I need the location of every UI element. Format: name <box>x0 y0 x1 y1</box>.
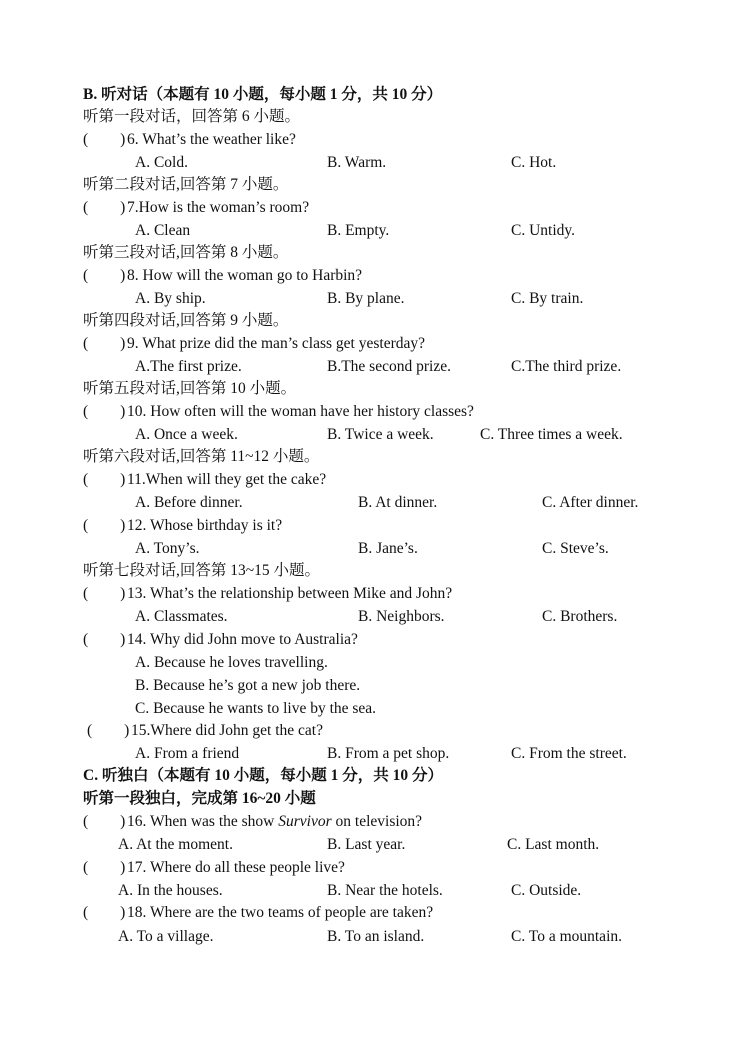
option-a: A. To a village. <box>118 928 214 945</box>
question-8 <box>83 266 362 286</box>
option-c: C. Three times a week. <box>480 426 623 443</box>
answer-blank[interactable]: ( ) <box>83 267 126 284</box>
instruction-dialogue-4: 听第四段对话,回答第 9 小题。 <box>83 312 289 329</box>
option-a: A. By ship. <box>135 290 206 307</box>
section-c-heading: C. 听独白（本题有 10 小题，每小题 1 分，共 10 分） <box>83 767 443 784</box>
option-a: A. In the houses. <box>118 882 223 899</box>
question-text: 15.Where did John get the cat? <box>131 722 323 739</box>
instruction-dialogue-1: 听第一段对话，回答第 6 小题。 <box>83 108 301 125</box>
option-a: A. Classmates. <box>135 608 228 625</box>
option-c: C.The third prize. <box>511 358 622 375</box>
answer-blank[interactable]: ( ) <box>83 859 126 876</box>
option-b: B. From a pet shop. <box>327 745 450 762</box>
option-b: B. By plane. <box>327 290 405 307</box>
question-text: 11.When will they get the cake? <box>127 471 327 488</box>
option-c: C. Hot. <box>511 154 557 171</box>
question-16 <box>83 812 422 832</box>
question-17 <box>83 858 345 878</box>
instruction-dialogue-2: 听第二段对话,回答第 7 小题。 <box>83 176 289 193</box>
option-a: A. Before dinner. <box>135 494 243 511</box>
question-14 <box>83 630 358 650</box>
option-a: A. Tony’s. <box>135 540 200 557</box>
option-b: B. Neighbors. <box>358 608 445 625</box>
instruction-dialogue-5: 听第五段对话,回答第 10 小题。 <box>83 380 297 397</box>
question-text: 10. How often will the woman have her history classes? <box>127 403 474 420</box>
instruction-dialogue-3: 听第三段对话,回答第 8 小题。 <box>83 244 289 261</box>
question-text: 6. What’s the weather like? <box>127 131 296 148</box>
question-text: 16. When was the show <box>127 813 279 830</box>
question-12 <box>83 516 282 536</box>
question-text: 7.How is the woman’s room? <box>127 199 310 216</box>
answer-blank[interactable]: ( ) <box>87 722 130 739</box>
option-b: B.The second prize. <box>327 358 451 375</box>
instruction-monologue-1: 听第一段独白，完成第 16~20 小题 <box>83 790 316 807</box>
option-b: B. Warm. <box>327 154 387 171</box>
answer-blank[interactable]: ( ) <box>83 131 126 148</box>
option-b: B. To an island. <box>327 928 425 945</box>
question-6 <box>83 130 296 150</box>
question-text-end: on television? <box>331 813 423 830</box>
option-c: C. Untidy. <box>511 222 576 239</box>
option-a: A. From a friend <box>135 745 240 762</box>
instruction-dialogue-7: 听第七段对话,回答第 13~15 小题。 <box>83 562 321 579</box>
show-title: Survivor <box>278 813 332 830</box>
answer-blank[interactable]: ( ) <box>83 335 126 352</box>
option-a: A. At the moment. <box>118 836 233 853</box>
option-b: B. Near the hotels. <box>327 882 443 899</box>
option-c: C. To a mountain. <box>511 928 622 945</box>
answer-blank[interactable]: ( ) <box>83 403 126 420</box>
question-text: 18. Where are the two teams of people are taken? <box>127 904 434 921</box>
option-b: B. At dinner. <box>358 494 438 511</box>
answer-blank[interactable]: ( ) <box>83 585 126 602</box>
question-11 <box>83 470 326 490</box>
answer-blank[interactable]: ( ) <box>83 631 126 648</box>
question-13 <box>83 584 452 604</box>
question-text: 8. How will the woman go to Harbin? <box>127 267 363 284</box>
option-a: A.The first prize. <box>135 358 242 375</box>
option-c: C. Steve’s. <box>542 540 609 557</box>
option-c: C. From the street. <box>511 745 627 762</box>
answer-blank[interactable]: ( ) <box>83 813 126 830</box>
section-b-heading: B. 听对话（本题有 10 小题，每小题 1 分，共 10 分） <box>83 86 443 103</box>
answer-blank[interactable]: ( ) <box>83 199 126 216</box>
option-b: B. Empty. <box>327 222 390 239</box>
option-a: A. Cold. <box>135 154 188 171</box>
option-b: B. Twice a week. <box>327 426 434 443</box>
answer-blank[interactable]: ( ) <box>83 904 126 921</box>
option-c: C. After dinner. <box>542 494 639 511</box>
question-10 <box>83 402 474 422</box>
question-text: 17. Where do all these people live? <box>127 859 345 876</box>
question-9 <box>83 334 425 354</box>
answer-blank[interactable]: ( ) <box>83 471 126 488</box>
option-a: A. Because he loves travelling. <box>135 654 328 671</box>
question-text: 9. What prize did the man’s class get yesterday? <box>127 335 425 352</box>
option-b: B. Last year. <box>327 836 406 853</box>
option-a: A. Once a week. <box>135 426 238 443</box>
question-15 <box>87 721 323 741</box>
option-c: C. Brothers. <box>542 608 618 625</box>
option-b: B. Because he’s got a new job there. <box>135 677 361 694</box>
question-text: 13. What’s the relationship between Mike and John? <box>127 585 453 602</box>
option-c: C. Last month. <box>507 836 600 853</box>
option-b: B. Jane’s. <box>358 540 418 557</box>
option-a: A. Clean <box>135 222 191 239</box>
option-c: C. By train. <box>511 290 584 307</box>
question-text: 14. Why did John move to Australia? <box>127 631 358 648</box>
option-c: C. Because he wants to live by the sea. <box>135 700 377 717</box>
answer-blank[interactable]: ( ) <box>83 517 126 534</box>
instruction-dialogue-6: 听第六段对话,回答第 11~12 小题。 <box>83 448 320 465</box>
option-c: C. Outside. <box>511 882 582 899</box>
question-text: 12. Whose birthday is it? <box>127 517 283 534</box>
question-18 <box>83 903 433 923</box>
question-7 <box>83 198 309 218</box>
